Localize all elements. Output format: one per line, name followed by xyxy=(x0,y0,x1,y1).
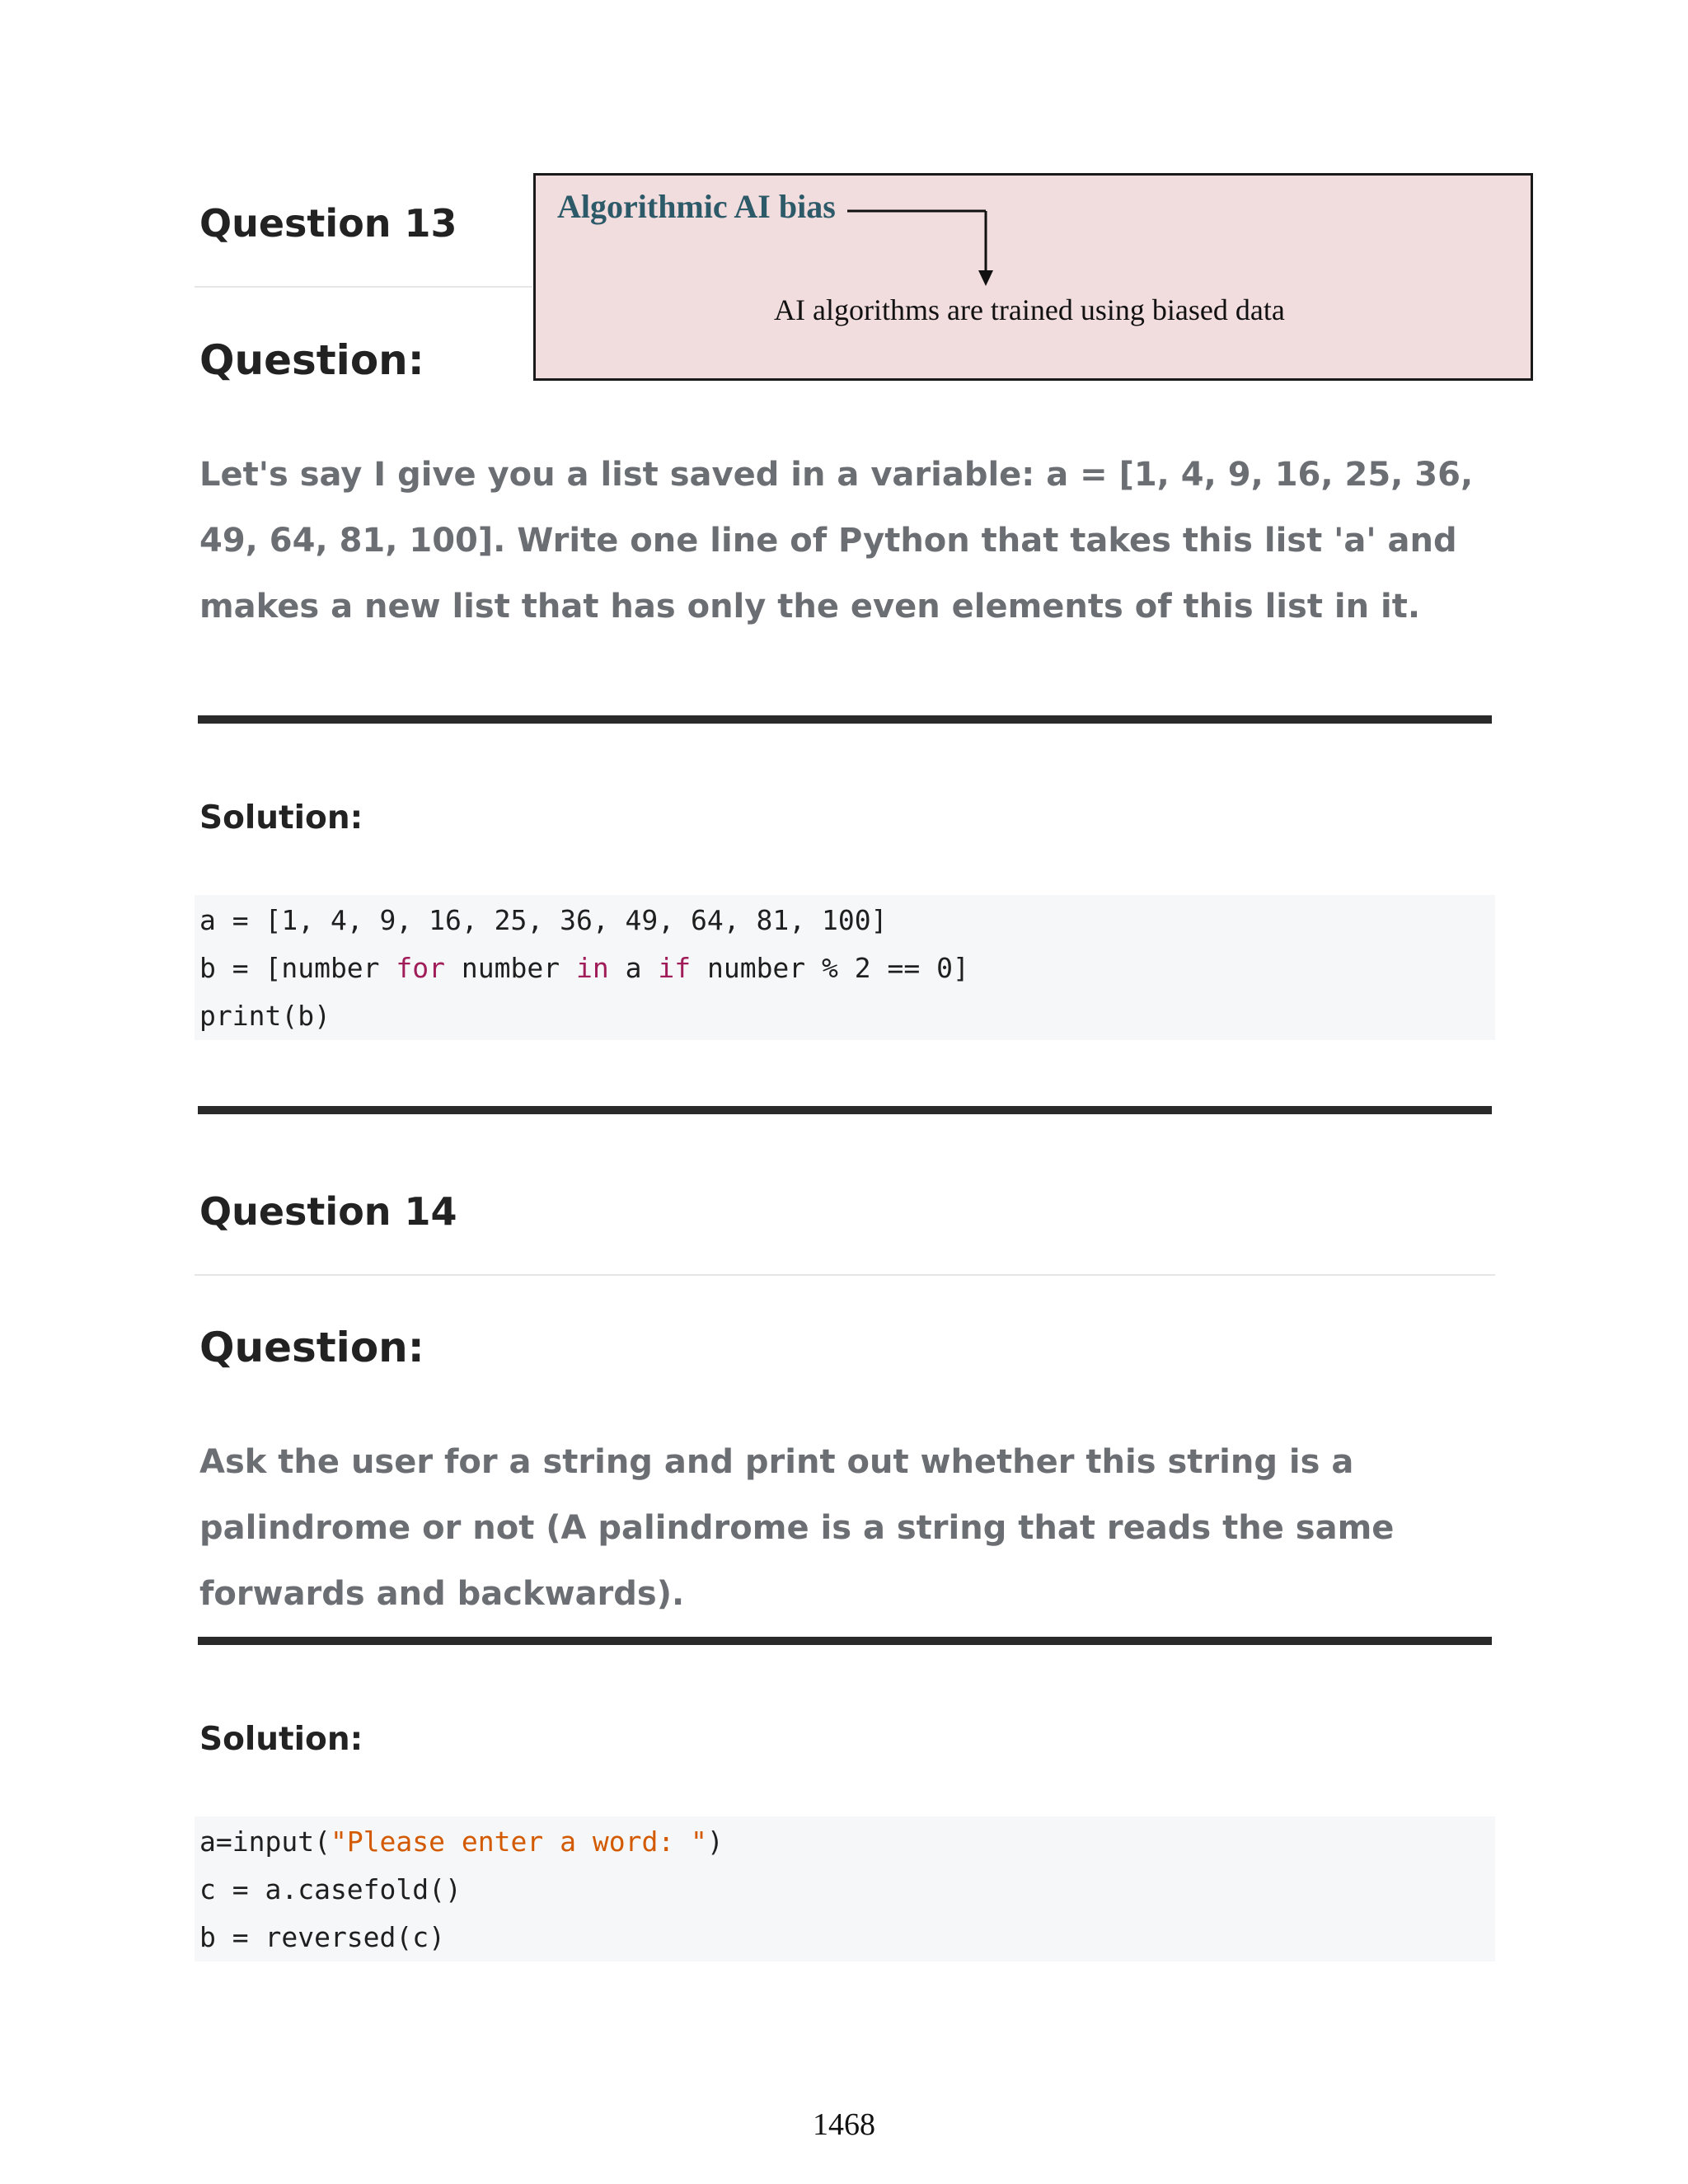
solution-13-label: Solution: xyxy=(199,799,363,837)
code-keyword: if xyxy=(658,952,692,984)
code-string: "Please enter a word: " xyxy=(330,1825,707,1858)
code-text: a xyxy=(608,952,659,984)
question-14-label: Question: xyxy=(199,1324,424,1371)
code-text: number % 2 == 0] xyxy=(691,952,969,984)
question-13-heading: Question 13 xyxy=(199,201,457,246)
question-13-label: Question: xyxy=(199,336,424,384)
code-keyword: for xyxy=(396,952,446,984)
code-text: ) xyxy=(706,1825,724,1858)
solution-14-code xyxy=(195,1816,1495,1961)
section-divider xyxy=(198,1106,1492,1114)
code-line xyxy=(199,944,1495,992)
code-line: a = [1, 4, 9, 16, 25, 36, 49, 64, 81, 100] xyxy=(199,904,888,936)
callout-title: Algorithmic AI bias xyxy=(557,188,836,225)
code-line xyxy=(199,1818,1495,1866)
code-line: b = reversed(c) xyxy=(199,1921,446,1953)
code-keyword: in xyxy=(575,952,609,984)
section-divider xyxy=(198,1637,1492,1645)
page-number: 1468 xyxy=(813,2107,875,2142)
code-line: print(b) xyxy=(199,1000,331,1032)
solution-14-label: Solution: xyxy=(199,1721,363,1758)
code-text: number xyxy=(445,952,576,984)
question-14-heading: Question 14 xyxy=(199,1189,457,1234)
question-14-text: Ask the user for a string and print out whether this string is a palindrome or not (A palindrome is a string that reads the same forwards and backwards). xyxy=(199,1443,1395,1613)
callout-body: AI algorithms are trained using biased data xyxy=(774,293,1285,326)
question-13-text: Let's say I give you a list saved in a variable: a = [1, 4, 9, 16, 25, 36, 49, 64, 81, 100]. Write one line of Python that takes this list 'a' and makes a new list that has only the even elements of this list in it. xyxy=(199,456,1474,626)
code-text: b = [number xyxy=(199,952,396,984)
section-divider xyxy=(198,715,1492,724)
code-text: a=input( xyxy=(199,1825,331,1858)
code-line: c = a.casefold() xyxy=(199,1873,462,1905)
heading-divider xyxy=(195,286,532,288)
heading-divider xyxy=(195,1274,1495,1276)
ai-bias-callout xyxy=(533,173,1533,381)
solution-13-code xyxy=(195,895,1495,1040)
